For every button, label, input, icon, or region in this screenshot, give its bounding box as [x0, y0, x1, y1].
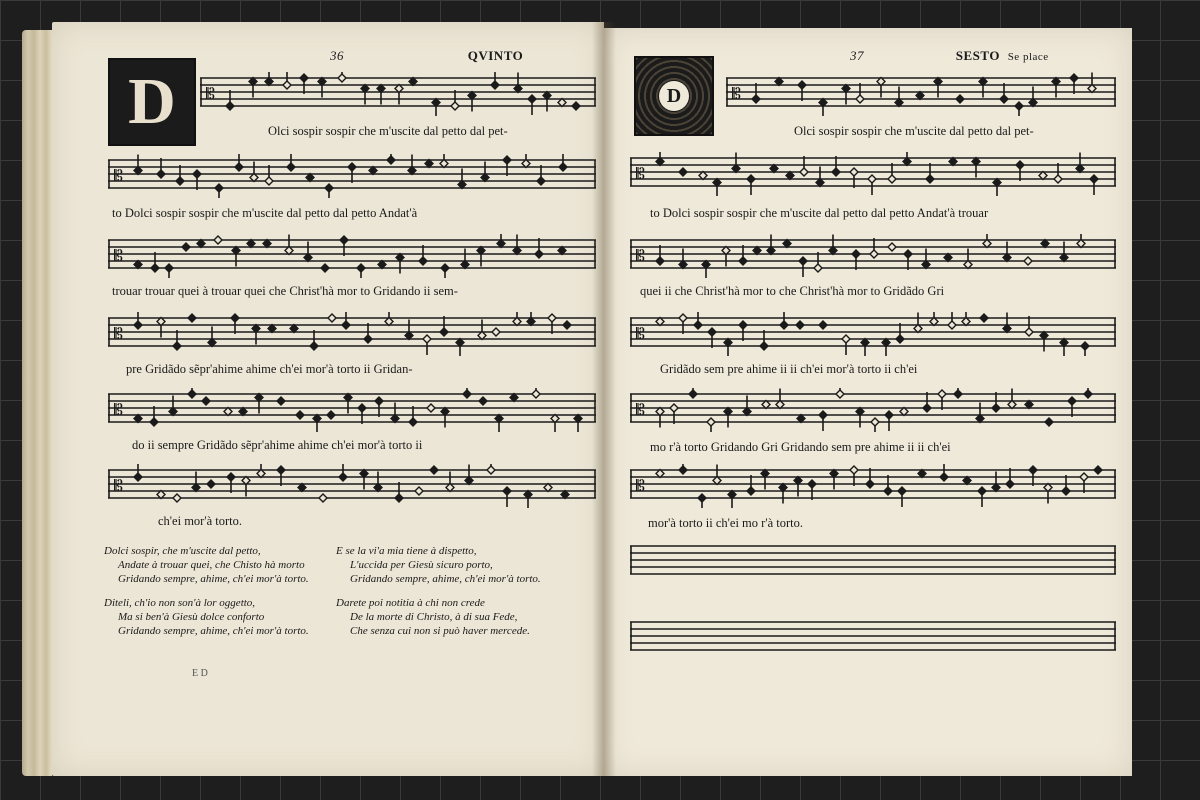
svg-text:𝄡: 𝄡 [206, 84, 215, 103]
svg-text:𝄡: 𝄡 [114, 166, 123, 185]
svg-text:𝄡: 𝄡 [636, 400, 645, 419]
staff-svg [200, 72, 596, 116]
right-staff-5 [630, 388, 1116, 432]
svg-text:𝄡: 𝄡 [114, 400, 123, 419]
right-lyric-5: mo r'à torto Gridando Gri Gridando sem pre ahime ii ii ch'ei [650, 440, 951, 454]
staff-svg [108, 464, 596, 508]
right-lyric-1: Olci sospir sospir che m'uscite dal petto dal pet- [794, 124, 1034, 138]
staff-svg [630, 312, 1116, 356]
staff-svg [108, 234, 596, 278]
staff-svg [108, 388, 596, 432]
staff-svg [630, 540, 1116, 584]
left-staff-2 [108, 154, 596, 198]
left-page [52, 22, 604, 776]
svg-text:𝄡: 𝄡 [636, 164, 645, 183]
book-gutter [592, 22, 616, 776]
left-lyric-5: do ii sempre Gridãdo sẽpr'ahime ahime ch'ei mor'à torto ii [132, 438, 423, 452]
left-staff-6 [108, 464, 596, 508]
left-initial-letter: D [108, 58, 196, 146]
verse-4: Darete poi notitia à chi non crede De la morte di Christo, à di sua Fede, Che senza cui non si può haver mercede. [336, 597, 530, 637]
right-lyric-2: to Dolci sospir sospir che m'uscite dal petto dal petto Andat'à trouar [650, 206, 989, 220]
empty-staff-1 [630, 540, 1116, 584]
staff-svg [726, 72, 1116, 116]
svg-text:𝄡: 𝄡 [636, 246, 645, 265]
signature-mark: E D [192, 668, 208, 679]
right-page-number: 37 [850, 48, 864, 63]
svg-text:𝄡: 𝄡 [114, 324, 123, 343]
right-header-extra: Se place [1007, 51, 1049, 63]
staff-svg [630, 464, 1116, 508]
right-initial-letter: D [634, 56, 714, 136]
right-lyric-6: mor'à torto ii ch'ei mo r'à torto. [648, 516, 803, 530]
svg-text:𝄡: 𝄡 [114, 246, 123, 265]
right-staff-2 [630, 152, 1116, 196]
left-lyric-4: pre Gridãdo sẽpr'ahime ahime ch'ei mor'à torto ii Gridan- [126, 362, 413, 376]
empty-staff-2 [630, 616, 1116, 660]
svg-text:𝄡: 𝄡 [636, 324, 645, 343]
right-lyric-3: quei ii che Christ'hà mor to che Christ'hà mor to Gridãdo Gri [640, 284, 945, 298]
staff-svg [630, 616, 1116, 660]
right-staff-3 [630, 234, 1116, 278]
right-lyric-4: Gridãdo sem pre ahime ii ii ch'ei mor'à torto ii ch'ei [660, 362, 918, 376]
staff-svg [630, 234, 1116, 278]
verse-1: Dolci sospir, che m'uscite dal petto, Andate à trouar quei, che Chisto hà morto Gridando sempre, ahime, ch'ei mor'à torto. [104, 545, 309, 585]
open-book [22, 22, 1132, 784]
svg-text:𝄡: 𝄡 [636, 476, 645, 495]
svg-text:𝄡: 𝄡 [114, 476, 123, 495]
staff-svg [630, 152, 1116, 196]
left-lyric-3: trouar trouar quei à trouar quei che Christ'hà mor to Gridando ii sem- [112, 284, 458, 298]
page-edges [22, 30, 52, 776]
left-lyric-1: Olci sospir sospir che m'uscite dal petto dal pet- [268, 124, 508, 138]
verse-2: E se la vi'a mia tiene à dispetto, L'uccida per Giesù sicuro porto, Gridando sempre, ahime, ch'ei mor'à torto. [336, 545, 541, 585]
staff-svg [630, 388, 1116, 432]
left-lyric-6: ch'ei mor'à torto. [158, 514, 242, 528]
left-staff-3 [108, 234, 596, 278]
right-header [850, 48, 1049, 64]
verse-3: Diteli, ch'io non son'à lor oggetto, Ma si ben'à Giesù dolce conforto Gridando sempre, ahime, ch'ei mor'à torto. [104, 597, 309, 637]
left-lyric-2: to Dolci sospir sospir che m'uscite dal petto dal petto Andat'à [112, 206, 418, 220]
left-voice-name: QVINTO [467, 48, 524, 63]
staff-svg [108, 154, 596, 198]
left-page-number: 36 [330, 48, 344, 63]
right-staff-6 [630, 464, 1116, 508]
left-staff-5 [108, 388, 596, 432]
staff-svg [108, 312, 596, 356]
right-page [604, 28, 1132, 776]
left-staff-1 [200, 72, 596, 116]
right-voice-name: SESTO [955, 48, 1000, 63]
left-staff-4 [108, 312, 596, 356]
right-staff-1 [726, 72, 1116, 116]
svg-text:𝄡: 𝄡 [732, 84, 741, 103]
left-header [330, 48, 523, 64]
right-staff-4 [630, 312, 1116, 356]
